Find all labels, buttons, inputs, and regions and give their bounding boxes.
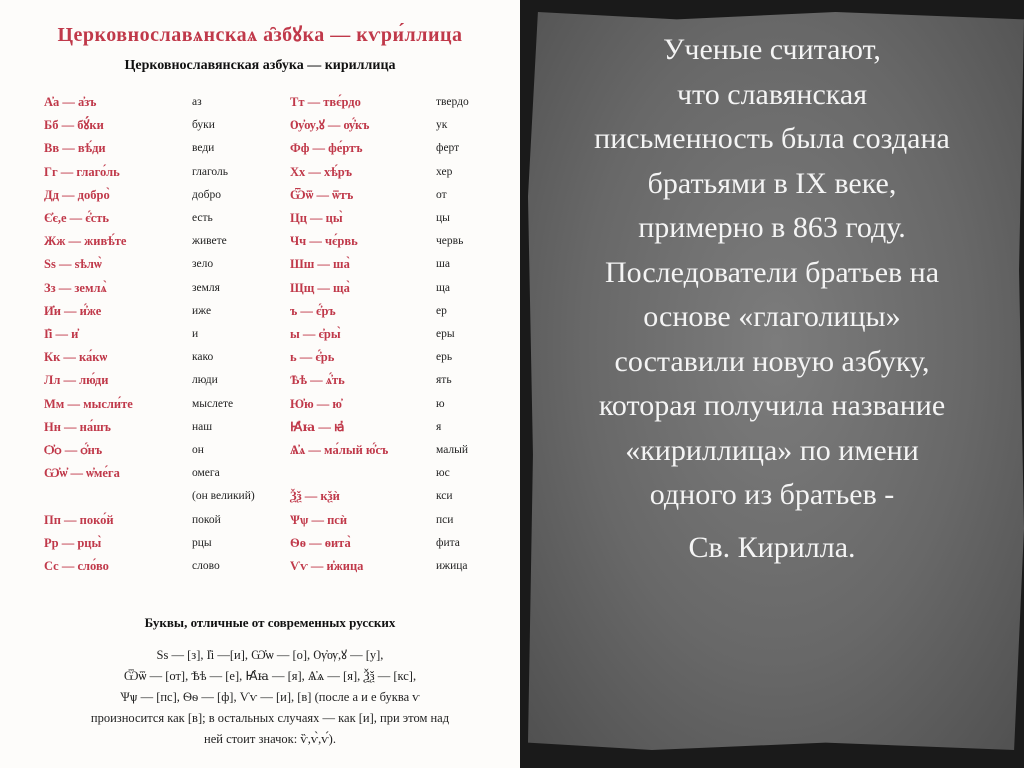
letter-name: ижица bbox=[436, 560, 468, 572]
letter-name: он bbox=[192, 444, 204, 456]
letter-name: я bbox=[436, 420, 442, 433]
slide-line: письменность была создана bbox=[594, 122, 950, 155]
letter-glyph: Ѱѱ — псѝ bbox=[290, 512, 348, 527]
letter-glyph: Рр — рцы̀ bbox=[44, 535, 102, 550]
footer-line: ней стоит значок: ѷ,ѵ̀,ѵ́). bbox=[204, 732, 336, 746]
letter-glyph: ъ — є҆́ръ bbox=[290, 303, 336, 318]
slide-line: примерно в 863 году. bbox=[638, 211, 906, 244]
letter-glyph: Дд — добро̀ bbox=[44, 187, 110, 202]
letter-name: люди bbox=[192, 374, 218, 387]
letter-name: ерь bbox=[436, 351, 453, 364]
slide-line: Св. Кирилла. bbox=[688, 530, 856, 564]
footer-line: Ѿѿ — [от], Ѣѣ — [е], Ꙗ҆ꙗ — [я], Ѧ҆ѧ — [я], Ѯѯ — [кс], bbox=[123, 669, 417, 683]
page-title-church-slavonic: Церковнославѧнскаѧ а̑збꙋка — кѵри́ллица bbox=[57, 24, 463, 46]
letter-glyph: Ѿѿ — ѿтъ bbox=[290, 187, 354, 202]
letter-name: омега bbox=[192, 467, 220, 480]
letter-glyph: Фф — фе́ртъ bbox=[290, 141, 363, 156]
letter-name: ю bbox=[436, 397, 445, 410]
slide-line: которая получила название bbox=[598, 389, 946, 422]
letter-name: мыслете bbox=[192, 397, 234, 410]
letter-glyph: Ꙗ҆ꙗ — ꙗ҆ bbox=[290, 419, 345, 434]
footer-line: произносится как [в]; в остальных случаях — как [и], при этом над bbox=[90, 711, 450, 725]
letter-glyph: Лл — лю́ди bbox=[44, 373, 109, 388]
letter-glyph: Жж — живѣ́те bbox=[44, 234, 127, 249]
letter-glyph: Цц — цы̀ bbox=[290, 211, 343, 225]
letter-name: добро bbox=[192, 188, 221, 201]
letter-glyph: Зз — землѧ̀ bbox=[44, 280, 107, 295]
letter-name: ук bbox=[436, 119, 448, 132]
letter-glyph: Ѻ҆ѻ — ѻ҆́нъ bbox=[44, 443, 103, 457]
letter-glyph: Є҆є,е — є҆́сть bbox=[44, 211, 110, 225]
letter-name: и bbox=[192, 328, 199, 340]
letter-name: зело bbox=[192, 258, 214, 271]
slide-panel bbox=[520, 0, 1024, 768]
letter-name: иже bbox=[192, 304, 212, 317]
letter-name: како bbox=[192, 351, 214, 364]
letter-glyph: Ѕѕ — ѕѣлѡ̀ bbox=[44, 257, 102, 272]
letter-name: малый bbox=[436, 444, 469, 456]
letter-glyph: Ѳѳ — ѳита̀ bbox=[290, 535, 351, 550]
letter-glyph: Мм — мысли́те bbox=[44, 396, 133, 411]
letter-glyph: Хх — хѣ́ръ bbox=[290, 164, 353, 179]
letter-name: кси bbox=[436, 490, 453, 503]
letter-glyph: Пп — поко́й bbox=[44, 512, 114, 527]
letter-name: ять bbox=[436, 374, 452, 387]
letter-glyph: Бб — бꙋ́ки bbox=[44, 118, 104, 133]
letter-glyph: А҆а — а҆зъ bbox=[44, 95, 97, 109]
footer-title: Буквы, отличные от современных русских bbox=[144, 615, 396, 630]
letter-name: глаголь bbox=[192, 165, 228, 178]
letter-glyph: Кк — ка́кѡ bbox=[44, 350, 108, 365]
letter-name: цы bbox=[436, 212, 450, 224]
letter-glyph: Ѧ҆ѧ — ма́лый ю҆́съ bbox=[290, 443, 389, 457]
letter-name: аз bbox=[192, 96, 202, 108]
letter-name: веди bbox=[192, 142, 215, 155]
footer-line: Ѕѕ — [з], І҆і —[и], Ѡ҆ѡ — [о], Ѹ҆ѹ,ꙋ — [у], bbox=[156, 648, 384, 662]
page-title-modern: Церковнославянская азбука — кириллица bbox=[124, 58, 396, 73]
letter-glyph: ь — є҆́рь bbox=[290, 350, 335, 365]
slide-line: Последователи братьев на bbox=[604, 255, 940, 289]
letter-glyph: Ѡ҆ѡ҆ — ѡ҆ме́га bbox=[44, 466, 120, 481]
letter-name: хер bbox=[436, 165, 453, 178]
letter-name: (он великий) bbox=[192, 490, 255, 503]
letter-name: ферт bbox=[436, 142, 460, 155]
letter-name: ша bbox=[436, 258, 450, 271]
letter-name: твердо bbox=[436, 96, 469, 108]
slide-text bbox=[520, 28, 1024, 570]
letter-name: пси bbox=[436, 513, 454, 526]
letter-glyph: Ѹ҆ѹ,ꙋ — ѹ҆́къ bbox=[290, 118, 370, 133]
letter-glyph: Ю҆ю — ю҆ bbox=[290, 396, 342, 411]
letter-glyph: Чч — чє́рвь bbox=[290, 234, 358, 249]
slide-line: Ученые считают, bbox=[663, 33, 881, 66]
slide-line: составили новую азбуку, bbox=[614, 344, 930, 378]
letter-glyph: І҆і — и҆ bbox=[44, 327, 79, 341]
slide-line: что славянская bbox=[676, 77, 868, 111]
letter-name: буки bbox=[192, 119, 215, 132]
footer-line: Ѱѱ — [пс], Ѳѳ — [ф], Ѵѵ — [и], [в] (после а и е буква ѵ bbox=[120, 690, 420, 704]
letter-name: от bbox=[436, 188, 447, 201]
letter-glyph: Ѯѯ — кѯѝ bbox=[290, 489, 340, 504]
letter-name: земля bbox=[192, 281, 220, 294]
letter-name: ща bbox=[436, 281, 450, 294]
letter-glyph: И҆и — и҆́же bbox=[44, 303, 102, 318]
letter-glyph: Тт — твє́рдо bbox=[290, 95, 361, 109]
letter-name: покой bbox=[192, 513, 221, 526]
slide-line: «кириллица» по имени bbox=[625, 433, 919, 467]
letter-glyph: Гг — глаго́ль bbox=[44, 164, 120, 179]
slide-line: братьями в IX веке, bbox=[647, 166, 897, 200]
letter-glyph: Шш — ша̀ bbox=[290, 257, 350, 272]
letter-glyph: Ѣѣ — ѧ҆́ть bbox=[290, 373, 345, 388]
letter-name: наш bbox=[192, 420, 213, 433]
slide-line: одного из братьев - bbox=[649, 478, 895, 511]
letter-glyph: Нн — на́шъ bbox=[44, 419, 111, 434]
letter-glyph: Щщ — ща̀ bbox=[290, 280, 350, 295]
letter-name: слово bbox=[192, 560, 220, 572]
letter-name: живете bbox=[192, 235, 227, 248]
letter-glyph: Ѵѵ — и҆жица bbox=[290, 559, 364, 573]
letter-name: рцы bbox=[192, 536, 212, 549]
slide-line: основе «глаголицы» bbox=[643, 300, 901, 333]
letter-name: фита bbox=[436, 536, 460, 549]
letter-name: червь bbox=[436, 235, 464, 248]
letter-name: юс bbox=[436, 467, 450, 480]
letter-name: ер bbox=[436, 304, 447, 317]
letter-name: еры bbox=[436, 328, 455, 340]
letter-glyph: Сс — сло́во bbox=[44, 559, 109, 573]
letter-glyph: ы — є҆ры̀ bbox=[290, 327, 341, 341]
letter-glyph: Вв — вѣ́ди bbox=[44, 141, 106, 156]
letter-name: есть bbox=[192, 212, 213, 224]
